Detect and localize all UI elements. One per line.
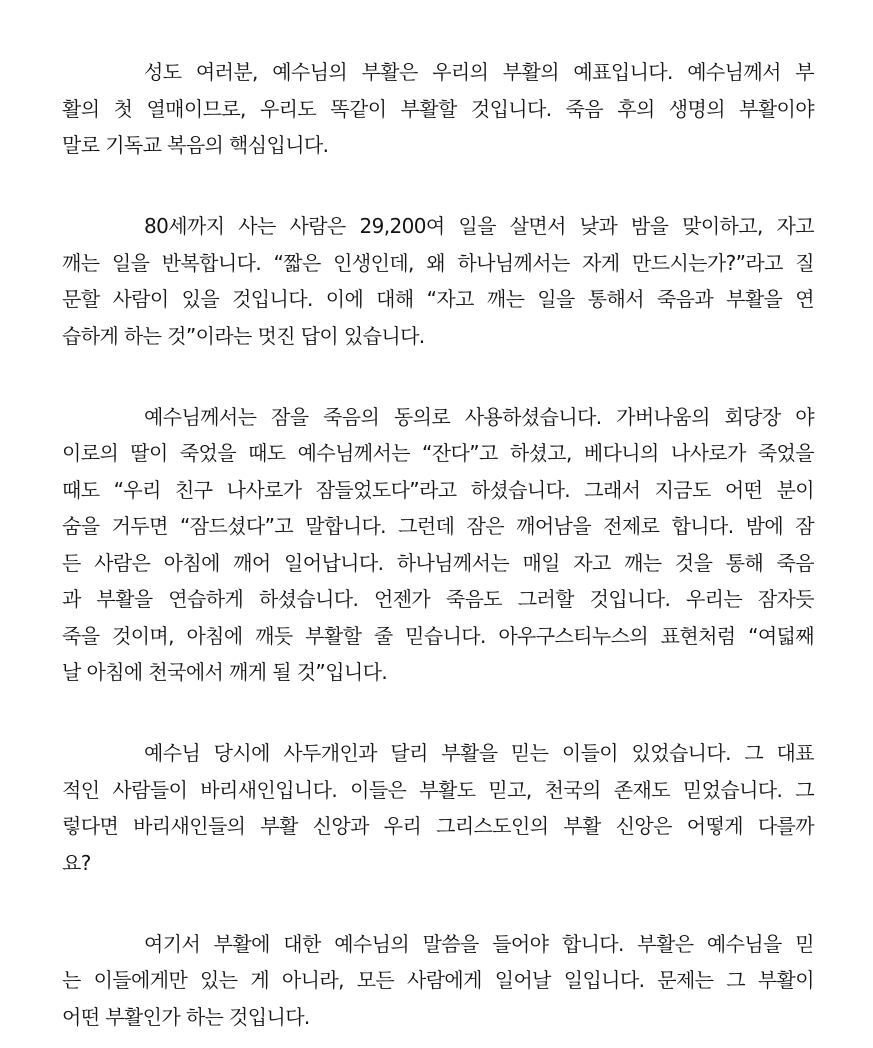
paragraph-line: 요? (62, 850, 91, 875)
paragraph-5 (62, 926, 814, 1036)
paragraph-line: 렇다면 바리새인들의 부활 신앙과 우리 그리스도인의 부활 신앙은 어떻게 다를까 (62, 814, 814, 838)
paragraph-line: 때도 “우리 친구 나사로가 잠들었도다”라고 하셨습니다. 그래서 지금도 어떤 분이 (62, 477, 814, 502)
paragraph-line: 80세까지 사는 사람은 29,200여 일을 살면서 낮과 밤을 맞이하고, 자고 (144, 214, 814, 238)
paragraph-2 (62, 208, 814, 354)
paragraph-line: 예수님 당시에 사두개인과 달리 부활을 믿는 이들이 있었습니다. 그 대표 (144, 741, 814, 765)
paragraph-line: 는 이들에게만 있는 게 아니라, 모든 사람에게 일어날 일입니다. 문제는 그 부활이 (62, 968, 814, 992)
paragraph-line: 어떤 부활인가 하는 것입니다. (62, 1004, 310, 1029)
paragraph-line: 이로의 딸이 죽었을 때도 예수님께서는 “잔다”고 하셨고, 베다니의 나사로가 죽었을 (62, 441, 814, 465)
paragraph-line: 깨는 일을 반복합니다. “짧은 인생인데, 왜 하나님께서는 자게 만드시는가?”라고 질 (62, 250, 814, 275)
paragraph-line: 여기서 부활에 대한 예수님의 말씀을 들어야 합니다. 부활은 예수님을 믿 (144, 931, 814, 956)
paragraph-line: 날 아침에 천국에서 깨게 될 것”입니다. (62, 660, 388, 684)
document-page (62, 54, 814, 1035)
paragraph-1 (62, 54, 814, 164)
paragraph-line: 과 부활을 연습하게 하셨습니다. 언젠가 죽음도 그러할 것입니다. 우리는 잠자듯 (62, 587, 814, 611)
paragraph-gap (62, 881, 814, 926)
paragraph-3 (62, 399, 814, 691)
paragraph-gap (62, 691, 814, 736)
paragraph-line: 활의 첫 열매이므로, 우리도 똑같이 부활할 것입니다. 죽음 후의 생명의 부활이야 (62, 96, 814, 121)
paragraph-line: 죽을 것이며, 아침에 깨듯 부활할 줄 믿습니다. 아우구스티누스의 표현처럼 “여덟째 (62, 623, 814, 648)
paragraph-gap (62, 164, 814, 209)
paragraph-line: 숨을 거두면 “잠드셨다”고 말합니다. 그런데 잠은 깨어남을 전제로 합니다. 밤에 잠 (62, 514, 814, 538)
paragraph-line: 성도 여러분, 예수님의 부활은 우리의 부활의 예표입니다. 예수님께서 부 (144, 60, 814, 84)
paragraph-line: 습하게 하는 것”이라는 멋진 답이 있습니다. (62, 323, 425, 348)
paragraph-line: 적인 사람들이 바리새인입니다. 이들은 부활도 믿고, 천국의 존재도 믿었습니다. 그 (62, 777, 814, 802)
paragraph-gap (62, 354, 814, 399)
paragraph-line: 말로 기독교 복음의 핵심입니다. (62, 133, 329, 157)
paragraph-line: 든 사람은 아침에 깨어 일어납니다. 하나님께서는 매일 자고 깨는 것을 통해 죽음 (62, 550, 814, 575)
paragraph-4 (62, 735, 814, 881)
paragraph-line: 예수님께서는 잠을 죽음의 동의로 사용하셨습니다. 가버나움의 회당장 야 (144, 404, 814, 429)
paragraph-line: 문할 사람이 있을 것입니다. 이에 대해 “자고 깨는 일을 통해서 죽음과 부활을 연 (62, 287, 814, 311)
